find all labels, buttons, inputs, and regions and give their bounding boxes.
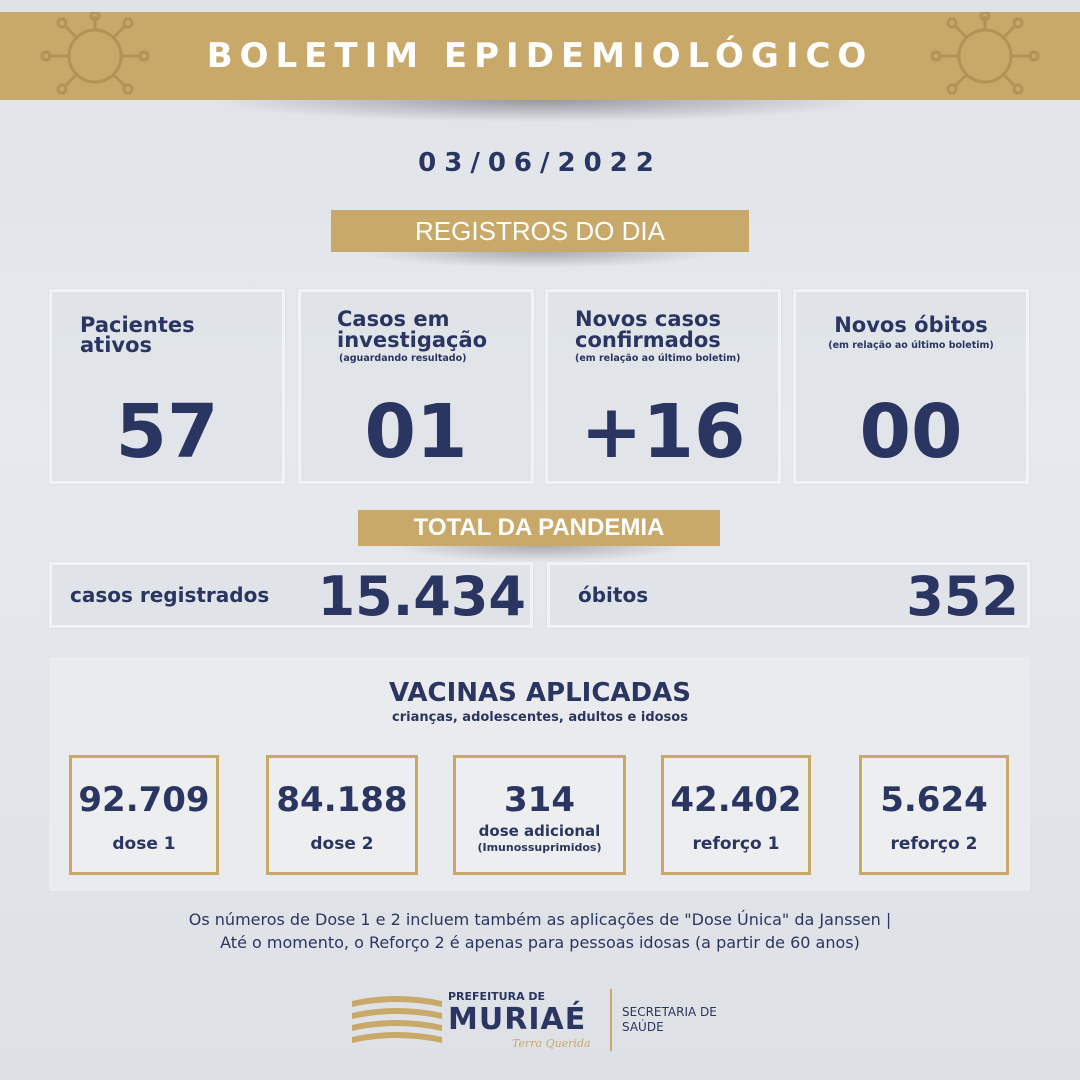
vaccine-value: 42.402 — [670, 780, 802, 820]
card-value: 57 — [115, 389, 219, 475]
header-shadow — [210, 100, 870, 122]
card-obitos — [547, 562, 1030, 628]
card-casos-investigacao — [298, 289, 534, 484]
card-subtitle: (aguardando resultado) — [339, 353, 467, 364]
total-obitos-value: 352 — [906, 565, 1019, 628]
logo-prefeitura-text: PREFEITURA DE — [448, 990, 546, 1003]
vaccine-value: 5.624 — [880, 780, 988, 820]
vaccine-label: reforço 1 — [692, 834, 780, 854]
bulletin-date: 03/06/2022 — [418, 148, 662, 178]
card-value: 01 — [364, 389, 468, 475]
header-band — [0, 12, 1080, 100]
logo-divider — [610, 989, 612, 1051]
virus-icon — [20, 12, 170, 100]
vaccine-reforco2-box — [859, 755, 1009, 875]
vaccine-label: dose adicional — [478, 822, 601, 840]
vaccines-subtitle: crianças, adolescentes, adultos e idosos — [392, 710, 688, 725]
section-tag-registros: REGISTROS DO DIA — [331, 210, 749, 252]
footnote-line1: Os números de Dose 1 e 2 incluem também as aplicações de "Dose Única" da Janssen | — [188, 910, 892, 929]
logo-secretaria-line1: SECRETARIA DE — [622, 1005, 717, 1019]
card-title-line1: Novos casos — [575, 307, 721, 331]
vaccines-title: VACINAS APLICADAS — [389, 678, 691, 708]
vaccine-label: reforço 2 — [890, 834, 978, 854]
virus-icon — [910, 12, 1060, 100]
total-casos-value: 15.434 — [317, 565, 526, 628]
vaccine-adicional-box — [453, 755, 626, 875]
card-value: 00 — [859, 389, 963, 475]
vaccine-value: 84.188 — [276, 780, 408, 820]
card-value: +16 — [580, 389, 746, 475]
logo-city-text: MURIAÉ — [448, 1002, 587, 1037]
card-title-line2: ativos — [80, 333, 153, 357]
footnote-line2: Até o momento, o Reforço 2 é apenas para pessoas idosas (a partir de 60 anos) — [220, 933, 860, 952]
card-title-line1: Casos em — [337, 307, 450, 331]
tag-shadow — [360, 252, 720, 268]
vaccine-value: 314 — [504, 780, 575, 820]
card-novos-casos — [545, 289, 781, 484]
total-casos-label: casos registrados — [70, 583, 270, 607]
logo-slogan: Terra Querida — [512, 1037, 591, 1050]
bulletin-title: BOLETIM EPIDEMIOLÓGICO — [206, 36, 874, 76]
vaccine-reforco1-box — [661, 755, 811, 875]
vaccine-label: dose 2 — [310, 834, 374, 854]
vaccine-value: 92.709 — [78, 780, 210, 820]
total-obitos-label: óbitos — [578, 583, 649, 607]
card-title-line1: Novos óbitos — [834, 313, 988, 337]
card-novos-obitos — [793, 289, 1029, 484]
section-tag-total: TOTAL DA PANDEMIA — [358, 510, 720, 546]
vaccine-dose2-box — [266, 755, 418, 875]
card-casos-registrados — [49, 562, 533, 628]
card-title-line2: investigação — [337, 328, 488, 352]
card-subtitle: (em relação ao último boletim) — [575, 353, 741, 364]
card-title-line1: Pacientes — [80, 313, 195, 337]
card-pacientes-ativos — [49, 289, 285, 484]
vaccine-note: (Imunossuprimidos) — [477, 841, 602, 854]
card-subtitle: (em relação ao último boletim) — [828, 340, 994, 351]
vaccine-dose1-box — [69, 755, 219, 875]
tag-shadow — [390, 546, 690, 562]
logo-secretaria-line2: SAÚDE — [622, 1020, 664, 1034]
card-title-line2: confirmados — [575, 328, 721, 352]
vaccine-label: dose 1 — [112, 834, 176, 854]
prefeitura-logo — [352, 985, 752, 1055]
logo-stripes-icon — [352, 991, 442, 1049]
